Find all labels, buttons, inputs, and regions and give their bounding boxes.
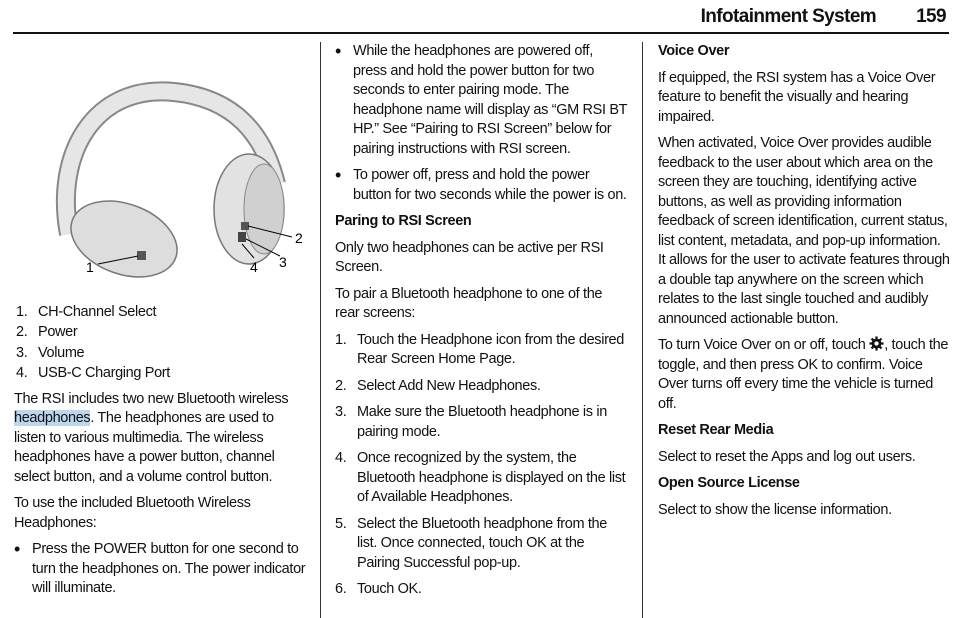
- step-item: [335, 515, 627, 574]
- legend-text: Volume: [38, 344, 85, 361]
- paragraph: To use the included Bluetooth Wireless Headphones:: [14, 495, 251, 531]
- step-item: [335, 377, 627, 397]
- bullet-item: [335, 42, 627, 159]
- callout-4: 4: [250, 259, 258, 275]
- text: To turn Voice Over on or off, touch: [658, 337, 870, 353]
- paragraph: Select to show the license information.: [658, 501, 892, 518]
- step-number: 1.: [335, 331, 347, 348]
- section-heading: Reset Rear Media: [658, 422, 774, 438]
- text: , touch the toggle, and then press OK to confirm. Voice Over turns off every time the vehicle is turned off.: [658, 337, 949, 412]
- legend-item: [14, 303, 309, 323]
- bullet-text: While the headphones are powered off, press and hold the power button for two seconds to enter pairing mode. The headphone name will display as “GM RSI BT HP.” See “Pairing to RSI Screen” below for pairing instructions with RSI screen.: [353, 43, 627, 157]
- step-item: [335, 403, 627, 442]
- page-header: [701, 6, 946, 28]
- legend-text: USB-C Charging Port: [38, 365, 170, 381]
- bullet-icon: •: [14, 539, 20, 559]
- bullet-text: To power off, press and hold the power button for two seconds while the power is on.: [353, 167, 627, 203]
- step-item: [335, 580, 627, 600]
- legend-number: 1.: [16, 303, 28, 320]
- legend-number: 4.: [16, 365, 28, 381]
- legend-text: Power: [38, 324, 78, 340]
- column-2: [335, 42, 627, 607]
- legend-item: [14, 344, 309, 364]
- callout-3: 3: [279, 254, 287, 270]
- step-item: [335, 449, 627, 508]
- legend-number: 3.: [16, 344, 28, 361]
- gear-icon: [869, 336, 884, 351]
- step-text: Make sure the Bluetooth headphone is in pairing mode.: [357, 404, 607, 440]
- step-number: 4.: [335, 450, 347, 466]
- header-rule: [13, 32, 949, 34]
- step-number: 6.: [335, 581, 347, 597]
- legend-number: 2.: [16, 324, 28, 340]
- callout-2: 2: [295, 230, 303, 246]
- column-1: [14, 44, 309, 606]
- bullet-icon: •: [335, 165, 341, 185]
- column-divider: [320, 42, 321, 618]
- paragraph: When activated, Voice Over provides audible feedback to the user about which area on the screen they are touching, identifying active buttons, as well as providing information feedback of screen identification, current status, list content, metadata, and pop-up information. It allows for the user to activate features through a double tap anywhere on the screen which relates to the last single touched and audibly announced actionable button.: [658, 135, 950, 327]
- intro-paragraph: [14, 390, 309, 488]
- step-item: [335, 331, 627, 370]
- section-heading: Open Source License: [658, 475, 800, 491]
- paragraph: [658, 336, 950, 414]
- paragraph: To pair a Bluetooth headphone to one of the rear screens:: [335, 285, 603, 321]
- parts-legend: [14, 303, 309, 384]
- text: The RSI includes two new Bluetooth wireless: [14, 390, 289, 407]
- highlighted-text[interactable]: headphones: [14, 410, 91, 426]
- text: . The headphones are used to listen to various multimedia. The wireless headphones have a power button, channel select button, and a volume control button.: [14, 410, 275, 485]
- paragraph: If equipped, the RSI system has a Voice Over feature to benefit the visually and hearing impaired.: [658, 69, 936, 125]
- pairing-steps: [335, 331, 627, 600]
- bullet-icon: •: [335, 41, 341, 61]
- bullet-item: [335, 166, 627, 205]
- legend-text: CH-Channel Select: [38, 303, 157, 320]
- step-text: Touch the Headphone icon from the desired Rear Screen Home Page.: [357, 331, 624, 367]
- step-number: 3.: [335, 404, 347, 420]
- section-heading: Paring to RSI Screen: [335, 213, 472, 229]
- paragraph: Only two headphones can be active per RSI Screen.: [335, 239, 604, 275]
- column-3: [658, 42, 950, 527]
- paragraph: Select to reset the Apps and log out users.: [658, 448, 916, 465]
- column-divider: [642, 42, 643, 618]
- bullet-text: Press the POWER button for one second to turn the headphones on. The power indicator will illuminate.: [32, 541, 306, 596]
- step-number: 2.: [335, 377, 347, 394]
- section-heading: Voice Over: [658, 43, 730, 59]
- page-number: 159: [916, 6, 946, 27]
- legend-item: [14, 364, 309, 384]
- callout-1: 1: [86, 259, 94, 275]
- step-text: Select the Bluetooth headphone from the list. Once connected, touch OK at the Pairing Successful pop-up.: [357, 515, 607, 571]
- step-number: 5.: [335, 515, 347, 532]
- headphones-illustration: [14, 44, 309, 284]
- step-text: Select Add New Headphones.: [357, 377, 541, 394]
- legend-item: [14, 323, 309, 343]
- section-title: Infotainment System: [700, 6, 877, 27]
- step-text: Touch OK.: [357, 581, 422, 597]
- bullet-item: [14, 540, 309, 599]
- step-text: Once recognized by the system, the Bluetooth headphone is displayed on the list of Available Headphones.: [357, 450, 626, 505]
